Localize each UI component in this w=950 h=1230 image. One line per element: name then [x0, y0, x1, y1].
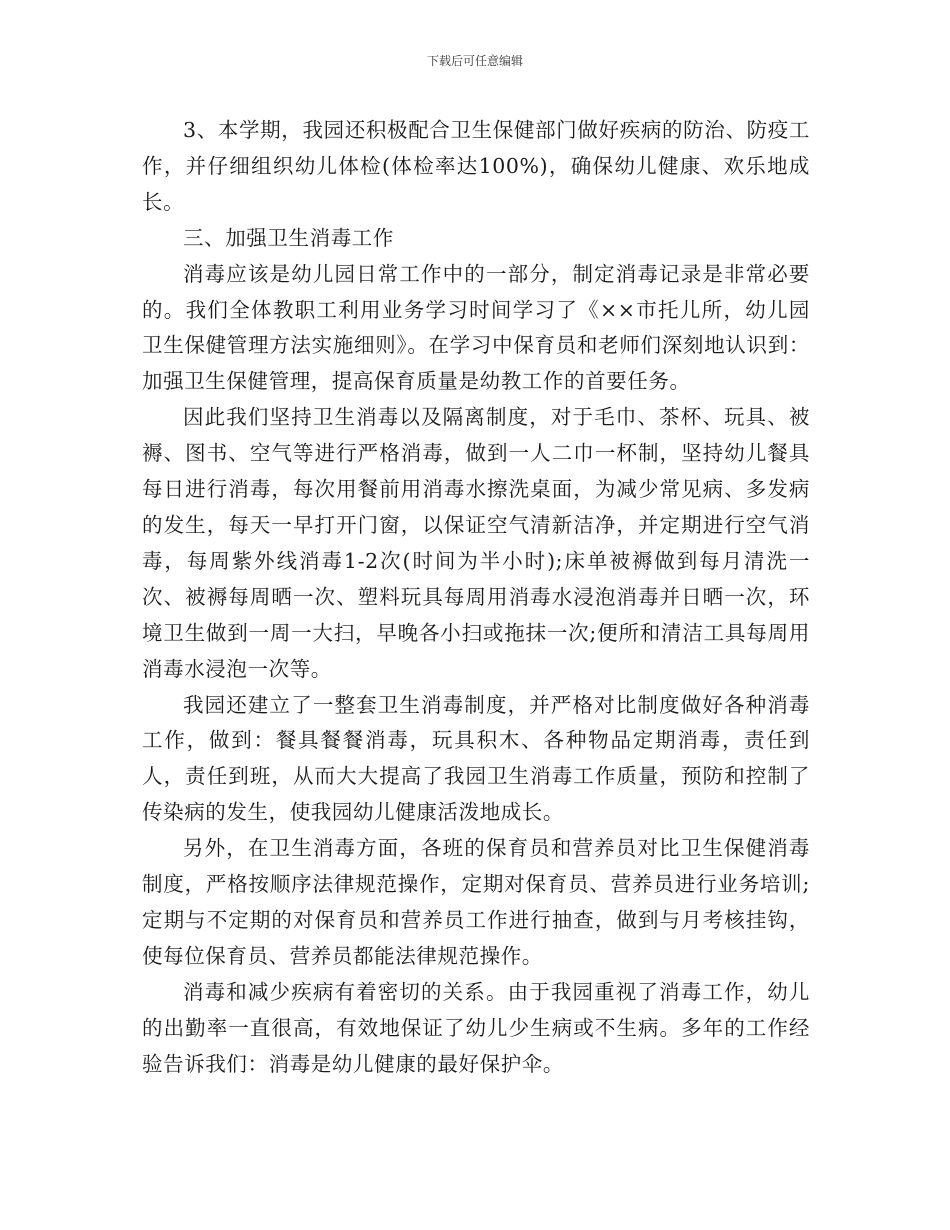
- page-header: 下载后可任意编辑: [426, 54, 523, 68]
- paragraph-staff-training: 另外，在卫生消毒方面，各班的保育员和营养员对比卫生保健消毒制度，严格按顺序法律规范操作，定期对保育员、营养员进行业务培训;定期与不定期的对保育员和营养员工作进行抽查，做到与月考核挂钩，使每位保育员、营养员都能法律规范操作。: [142, 836, 810, 968]
- paragraph-disinfection-records: 消毒应该是幼儿园日常工作中的一部分，制定消毒记录是非常必要的。我们全体教职工利用业务学习时间学习了《××市托儿所，幼儿园卫生保健管理方法实施细则》。在学习中保育员和老师们深刻地认识到：加强卫生保健管理，提高保育质量是幼教工作的首要任务。: [142, 261, 810, 394]
- paragraph-conclusion: 消毒和减少疾病有着密切的关系。由于我园重视了消毒工作，幼儿的出勤率一直很高，有效地保证了幼儿少生病或不生病。多年的工作经验告诉我们：消毒是幼儿健康的最好保护伞。: [142, 979, 810, 1076]
- paragraph-checkup: 3、本学期，我园还积极配合卫生保健部门做好疾病的防治、防疫工作，并仔细组织幼儿体检(体检率达100%)，确保幼儿健康、欢乐地成长。: [142, 118, 810, 214]
- paragraph-disinfection-measures: 因此我们坚持卫生消毒以及隔离制度，对于毛巾、茶杯、玩具、被褥、图书、空气等进行严格消毒，做到一人二巾一杯制，坚持幼儿餐具每日进行消毒，每次用餐前用消毒水擦洗桌面，为减少常见病、多发病的发生，每天一早打开门窗，以保证空气清新洁净，并定期进行空气消毒，每周紫外线消毒1-2次(时间为半小时);床单被褥做到每月清洗一次、被褥每周晒一次、塑料玩具每周用消毒水浸泡消毒并日晒一次，环境卫生做到一周一大扫，早晚各小扫或拖抹一次;便所和清洁工具每周用消毒水浸泡一次等。: [142, 405, 810, 681]
- document-body: [142, 113, 810, 1082]
- section-heading-disinfection: 三、加强卫生消毒工作: [183, 225, 394, 250]
- paragraph-disinfection-system: 我园还建立了一整套卫生消毒制度，并严格对比制度做好各种消毒工作，做到：餐具餐餐消毒，玩具积木、各种物品定期消毒，责任到人，责任到班，从而大大提高了我园卫生消毒工作质量，预防和控制了传染病的发生，使我园幼儿健康活泼地成长。: [142, 692, 810, 825]
